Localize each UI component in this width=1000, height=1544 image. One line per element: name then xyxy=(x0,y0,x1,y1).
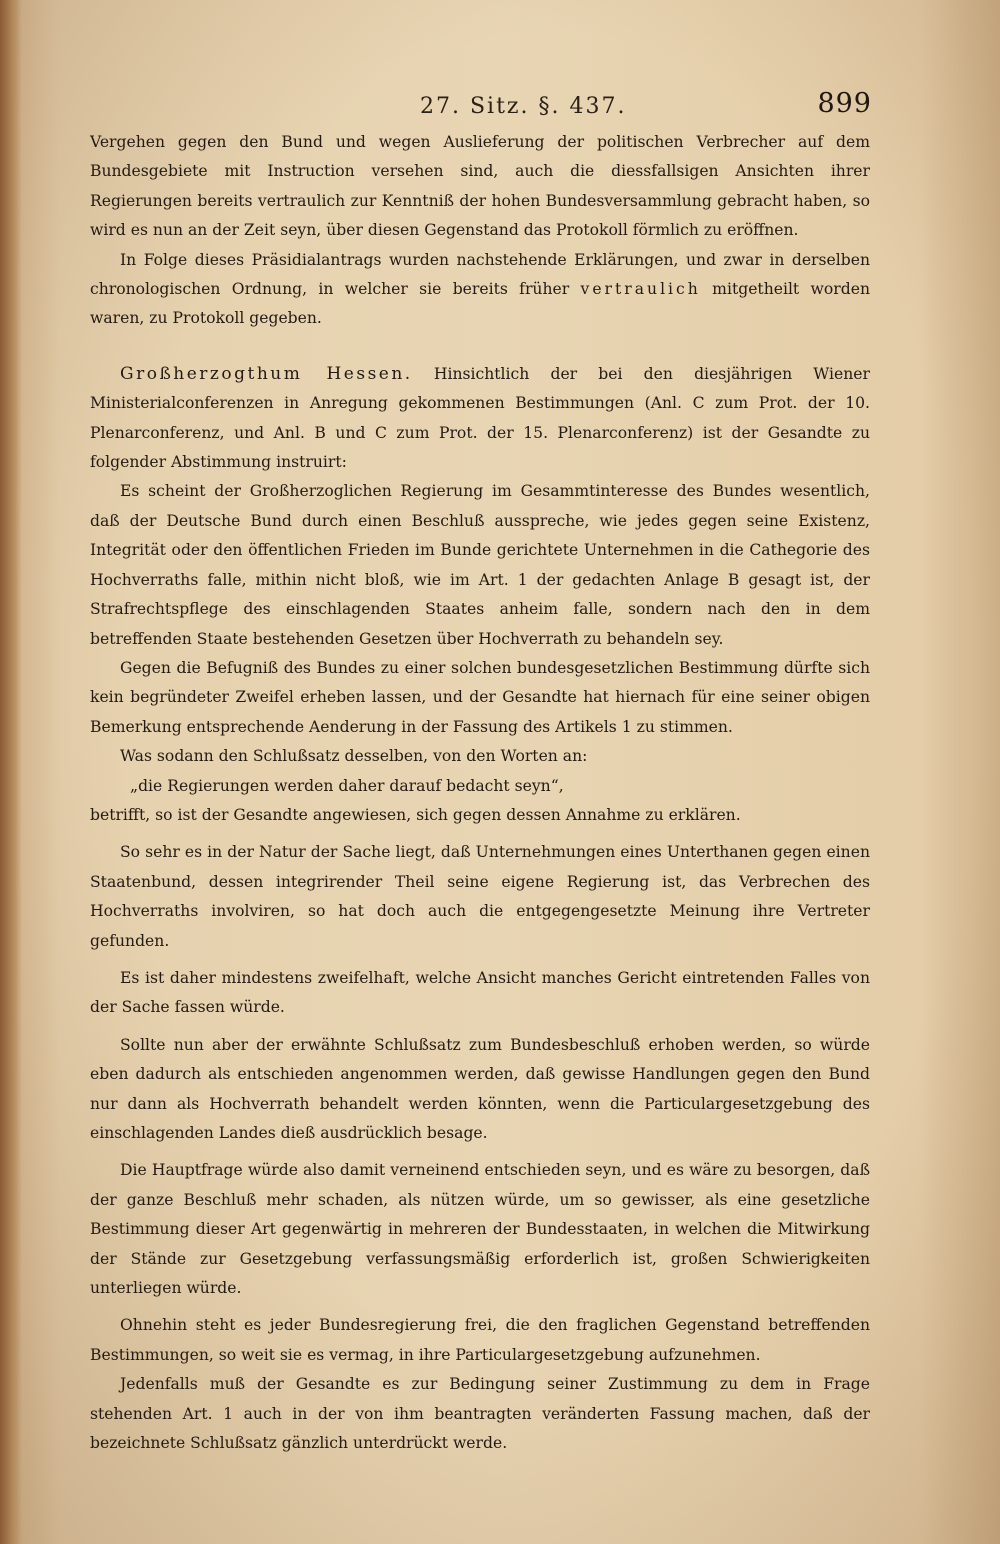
paragraph-2 xyxy=(90,246,870,334)
paragraph-3 xyxy=(90,360,870,478)
paragraph-2-text-b: mitgetheilt worden waren, zu Protokoll gegeben. xyxy=(90,280,870,328)
paragraph-8: betrifft, so ist der Gesandte angewiesen, sich gegen dessen Annahme zu erklären. xyxy=(90,805,741,824)
paragraph-11: Sollte nun aber der erwähnte Schlußsatz zum Bundesbeschluß erhoben werden, so würde eben dadurch als entschieden angenommen werden, daß gewisse Handlungen gegen den Bund nur dann als Hochverrath behandelt werden könnten, wenn die Particulargesetzgebung des einschlagenden Landes dieß ausdrücklich besage. xyxy=(90,1035,870,1142)
paragraph-3-text: Hinsichtlich der bei den diesjährigen Wiener Ministerialconferenzen in Anregung gekommenen Bestimmungen (Anl. C zum Prot. der 10. Plenarconferenz, und Anl. B und C zum Prot. der 15. Plenarconferenz) ist der Gesandte zu folgender Abstimmung instruirt: xyxy=(90,364,870,472)
page-number: 899 xyxy=(817,88,872,119)
emphasis-vertraulich: vertraulich xyxy=(580,280,701,299)
paragraph-10: Es ist daher mindestens zweifelhaft, welche Ansicht manches Gericht eintretenden Falles von der Sache fassen würde. xyxy=(90,968,870,1017)
paragraph-9: So sehr es in der Natur der Sache liegt, daß Unternehmungen eines Unterthanen gegen einen Staatenbund, dessen integrirender Theil seine eigene Regierung ist, das Verbrechen des Hochverraths involviren, so hat doch auch die entgegengesetzte Meinung ihre Vertreter gefunden. xyxy=(90,843,870,950)
section-heading-hessen: Großherzogthum Hessen. xyxy=(120,363,413,384)
paragraph-4: Es scheint der Großherzoglichen Regierung im Gesammtinteresse des Bundes wesentlich, daß der Deutsche Bund durch einen Beschluß ausspreche, wie jedes gegen seine Existenz, Integrität oder den öffentlichen Frieden im Bunde gerichtete Unternehmen in die Cathegorie des Hochverraths falle, mithin nicht bloß, wie im Art. 1 der gedachten Anlage B gesagt ist, der Strafrechtspflege des einschlagenden Staates anheim falle, sondern nach den in dem betreffenden Staate bestehenden Gesetzen über Hochverrath zu behandeln sey. xyxy=(90,482,870,648)
paragraph-5: Gegen die Befugniß des Bundes zu einer solchen bundesgesetzlichen Bestimmung dürfte sich kein begründeter Zweifel erheben lassen, und der Gesandte hat hiernach für eine seiner obigen Bemerkung entsprechende Aenderung in der Fassung des Artikels 1 zu stimmen. xyxy=(90,658,870,736)
quoted-words: „die Regierungen werden daher darauf bedacht seyn“, xyxy=(130,776,564,795)
paragraph-6: Was sodann den Schlußsatz desselben, von den Worten an: xyxy=(120,747,588,766)
paragraph-12: Die Hauptfrage würde also damit verneinend entschieden seyn, und es wäre zu besorgen, daß der ganze Beschluß mehr schaden, als nützen würde, um so gewisser, als eine gesetzliche Bestimmung dieser Art gegenwärtig in mehreren der Bundesstaaten, in welchen die Mitwirkung der Stände zur Gesetzgebung verfassungsmäßig erforderlich ist, großen Schwierigkeiten unterliegen würde. xyxy=(90,1161,870,1298)
page-header xyxy=(90,88,870,128)
running-head: 27. Sitz. §. 437. xyxy=(420,94,627,119)
paragraph-2-text-a: In Folge dieses Präsidialantrags wurden nachstehende Erklärungen, und zwar in derselben chronologischen Ordnung, in welcher sie bereits früher xyxy=(90,250,870,299)
page-body xyxy=(90,128,870,1458)
paragraph-13: Ohnehin steht es jeder Bundesregierung frei, die den fraglichen Gegenstand betreffenden Bestimmungen, so weit sie es vermag, in ihre Particulargesetzgebung aufzunehmen. xyxy=(90,1316,870,1364)
page-gutter-shadow xyxy=(0,0,22,1544)
paragraph-1: Vergehen gegen den Bund und wegen Auslieferung der politischen Verbrecher auf dem Bundesgebiete mit Instruction versehen sind, auch die diessfallsigen Ansichten ihrer Regierungen bereits vertraulich zur Kenntniß der hohen Bundesversammlung gebracht haben, so wird es nun an der Zeit seyn, über diesen Gegenstand das Protokoll förmlich zu eröffnen. xyxy=(90,133,870,240)
paragraph-14: Jedenfalls muß der Gesandte es zur Bedingung seiner Zustimmung zu dem in Frage stehenden Art. 1 auch in der von ihm beantragten veränderten Fassung machen, daß der bezeichnete Schlußsatz gänzlich unterdrückt werde. xyxy=(90,1375,870,1453)
